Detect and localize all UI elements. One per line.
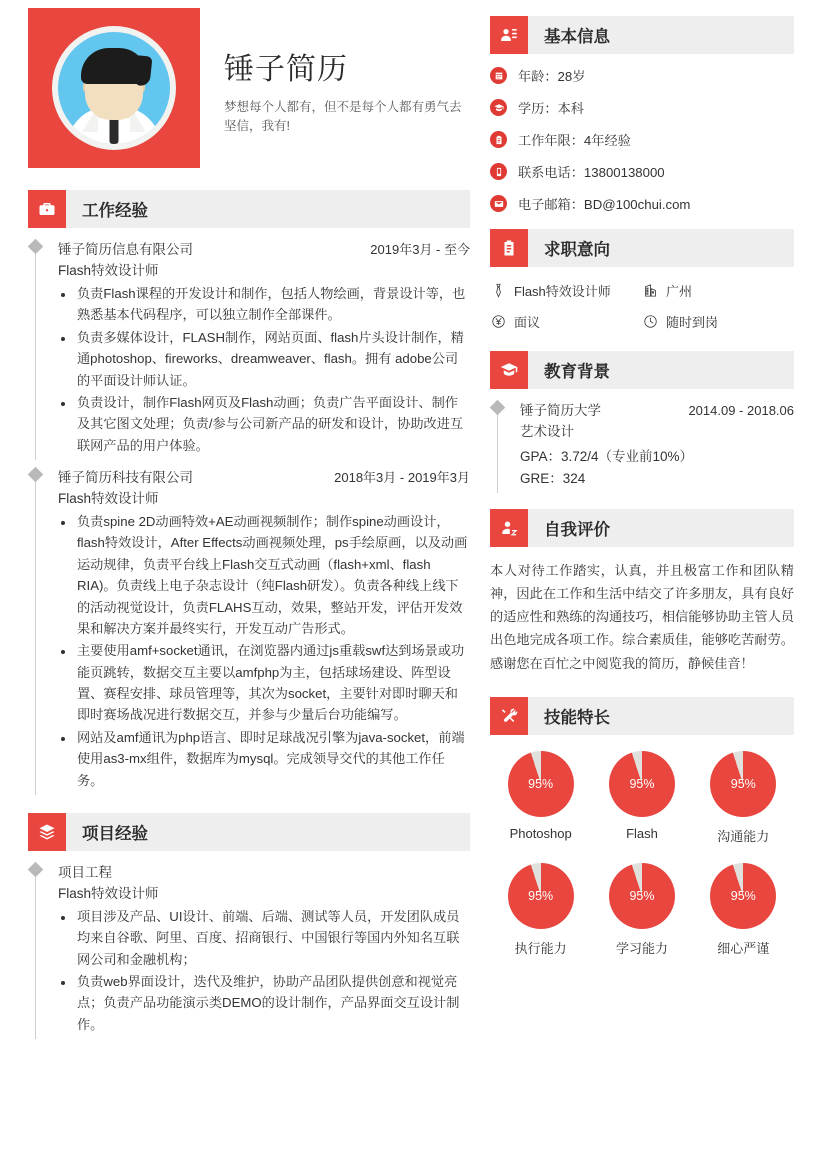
education-gre: GRE：324 [520,470,586,486]
skill-label: 沟通能力 [717,828,770,844]
users-icon [490,16,528,54]
info-row-phone [490,162,794,181]
project-org: 项目工程 [58,864,112,880]
clipboard-list-icon [490,229,528,267]
evaluation-text: 本人对待工作踏实，认真，并且极富工作和团队精神，因此在工作和生活中结交了许多朋友，具有良好的适应性和熟练的沟通技巧，相信能够协助主管人员出色地完成各项工作。综合素质佳，能够吃苦耐劳。感谢您在百忙之中阅览我的简历，静候佳音！ [490,563,794,671]
intention-text: Flash特效设计师 [514,284,611,299]
skill-progress-pie [710,751,776,817]
layers-icon [28,813,66,851]
skill-item [490,863,591,957]
skill-progress-pie [508,751,574,817]
intention-text: 随时到岗 [666,315,719,330]
section-title-project: 项目经验 [82,824,148,843]
section-title-intention: 求职意向 [544,241,610,259]
project-entry [28,861,470,1035]
intention-text: 面议 [514,315,541,330]
skill-percent: 95% [629,888,655,903]
section-title-evaluation: 自我评价 [544,521,610,540]
section-title-work: 工作经验 [82,202,148,220]
project-role: Flash特效设计师 [58,885,159,901]
section-self-evaluation [490,509,794,674]
section-header-evaluation [490,509,794,547]
skill-progress-pie [609,751,675,817]
info-text: 学历：本科 [518,101,584,116]
info-row-email [490,194,794,213]
list-item: • 负责web界面设计，迭代及维护，协助产品团队提供创意和视觉亮点；负责产品功能演示类DEMO的设计制作，产品界面交互设计制作。 [75,971,470,1035]
timeline-diamond-icon [490,400,506,416]
envelope-icon [490,195,507,212]
tools-icon [490,697,528,735]
education-major: 艺术设计 [520,424,574,439]
section-header-skills [490,697,794,735]
section-header-basic [490,16,794,54]
tie-icon [490,283,506,299]
page-title: 锤子简历 [224,53,348,86]
section-header-intention [490,229,794,267]
education-date: 2014.09 - 2018.06 [688,403,794,418]
list-item: • 负责Flash课程的开发设计和制作，包括人物绘画，背景设计等，也熟悉基本代码程序，可以独立制作全部课件。 [75,283,470,326]
section-job-intention [490,229,794,343]
skill-percent: 95% [528,776,554,791]
section-work-experience [28,190,470,791]
section-title-education: 教育背景 [544,363,610,381]
yuan-coin-icon [490,314,506,330]
skill-percent: 95% [528,888,554,903]
skill-percent: 95% [730,888,756,903]
work-date: 2018年3月 - 2019年3月 [334,470,470,485]
work-role: Flash特效设计师 [58,491,159,506]
skill-item [693,863,794,957]
resume-header [0,0,490,168]
phone-icon [490,163,507,180]
clipboard-icon [490,131,507,148]
info-text: 联系电话：13800138000 [518,165,665,180]
building-icon [642,283,658,299]
skill-item [591,863,692,957]
basic-info-list [490,66,794,213]
skill-label: Photoshop [509,825,572,841]
education-school: 锤子简历大学 [520,403,601,418]
avatar-container [28,8,200,168]
work-org: 锤子简历信息有限公司 [58,242,193,257]
section-skills [490,697,794,975]
info-row-age [490,66,794,85]
info-row-experience [490,130,794,149]
calendar-icon [490,67,507,84]
timeline-diamond-icon [28,239,44,255]
person-check-icon [490,509,528,547]
work-entry [28,238,470,456]
graduation-cap-icon [490,99,507,116]
intention-item-city [642,281,794,300]
skill-label: Flash [626,825,658,841]
education-entry [490,399,794,489]
education-gpa: GPA：3.72/4（专业前10%） [520,449,694,464]
list-item: • 项目涉及产品、UI设计、前端、后端、测试等人员，开发团队成员均来自谷歌、阿里、百度、招商银行、中国银行等国内外知名互联网公司和金融机构； [75,906,470,970]
intention-item-salary [490,312,642,331]
info-text: 年龄：28岁 [518,69,586,84]
skill-item [591,751,692,845]
skill-progress-pie [710,863,776,929]
work-org: 锤子简历科技有限公司 [58,470,193,485]
header-tagline: 梦想每个人都有，但不是每个人都有勇气去坚信，我有! [224,100,462,134]
list-item: • 网站及amf通讯为php语言、即时足球战况引擎为java-socket，前端使用as3-mx组件，数据库为mysql。完成领导交代的其他工作任务。 [75,727,470,791]
project-bullet-list [75,906,470,1035]
skill-label: 执行能力 [514,940,567,956]
section-project-experience [28,813,470,1035]
skill-percent: 95% [629,776,655,791]
skill-progress-pie [609,863,675,929]
section-basic-info [490,16,794,213]
list-item: • 负责设计，制作Flash网页及Flash动画；负责广告平面设计、制作及其它图文处理；负责/参与公司新产品的研发和设计，协助改进互联网产品的用户体验。 [75,392,470,456]
briefcase-icon [28,190,66,228]
skill-item [490,751,591,845]
right-column [490,0,820,1160]
skill-progress-pie [508,863,574,929]
info-row-education [490,98,794,117]
avatar [52,26,176,150]
skill-label: 细心严谨 [717,940,770,956]
info-text: 工作年限：4年经验 [518,133,631,148]
work-bullet-list [75,511,470,791]
section-title-skills: 技能特长 [544,708,610,727]
list-item: • 主要使用amf+socket通讯，在浏览器内通过js重载swf达到场景或功能页跳转，数据交互主要以amfphp为主，包括球场建设、阵型设置、赛程安排、球员管理等，其次为socket，主要针对即时聊天和即时赛场战况进行数据交互，并参与少量后台功能编写。 [75,640,470,726]
intention-list [490,281,794,343]
skills-grid [490,751,794,975]
section-title-basic: 基本信息 [544,28,610,46]
list-item: • 负责spine 2D动画特效+AE动画视频制作；制作spine动画设计，flash特效设计，After Effects动画视频处理，ps手绘原画，以及动画运动规律，负责平台线上Flash交互式动画（flash+xml、flash RIA)。负责线上电子杂志设计（纯Flash研发）。负责各种线上线下的活动视觉设计，负责FLAHS互动，效果，整站开发，评估开发效果和解决方案并最终实行，开发互动广告形式。 [75,511,470,639]
timeline-diamond-icon [28,862,44,878]
user-avatar-illustration-icon [58,32,170,144]
list-item: • 负责多媒体设计，FLASH制作，网站页面、flash片头设计制作，精通photoshop、fireworks、dreamweaver、flash。拥有 adobe公司的平面设计师认证。 [75,327,470,391]
clock-icon [642,314,658,330]
work-entry [28,466,470,791]
graduation-cap-icon [490,351,528,389]
section-header-project [28,813,470,851]
skill-item [693,751,794,845]
section-header-work [28,190,470,228]
intention-item-position [490,281,642,300]
work-bullet-list [75,283,470,456]
skill-percent: 95% [730,776,756,791]
header-text [200,8,472,137]
work-role: Flash特效设计师 [58,263,159,278]
section-header-education [490,351,794,389]
intention-item-availability [642,312,794,331]
intention-text: 广州 [666,284,693,299]
work-date: 2019年3月 - 至今 [370,242,470,257]
info-text: 电子邮箱：BD@100chui.com [518,197,691,212]
section-education [490,351,794,489]
skill-label: 学习能力 [615,940,668,956]
timeline-diamond-icon [28,467,44,483]
